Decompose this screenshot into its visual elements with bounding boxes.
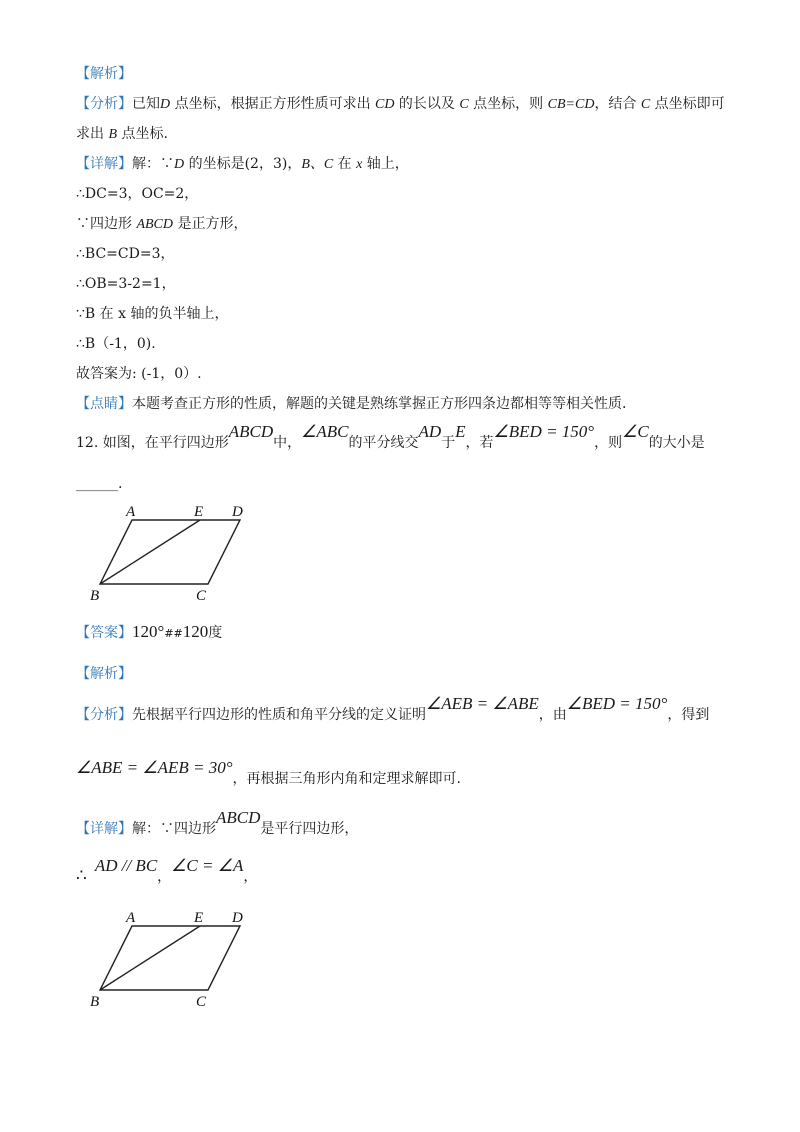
- var: D: [160, 97, 171, 112]
- parallelogram-shape-2: [100, 926, 240, 990]
- label-a: A: [126, 504, 136, 520]
- var: B: [108, 127, 118, 142]
- detail2-line-1: [76, 808, 359, 839]
- bisector-be: [100, 520, 200, 584]
- answer-blank: ______.: [76, 476, 123, 492]
- text: 求出: [76, 126, 109, 142]
- analysis2-line-1: [76, 694, 710, 725]
- text: 中，: [273, 435, 302, 451]
- text: 是平行四边形，: [260, 821, 359, 837]
- detail-line-6: ∵B 在 x 轴的负半轴上，: [76, 306, 229, 322]
- text: ，: [243, 869, 258, 885]
- detail-line-8: 故答案为: (-1，0）.: [76, 366, 202, 382]
- var: ABCD: [136, 217, 174, 232]
- var: CB=CD: [547, 97, 595, 112]
- analysis-line-1: [76, 94, 725, 115]
- therefore-symbol: ∴: [76, 866, 87, 886]
- label-e: E: [194, 504, 204, 520]
- parallelogram-figure-2: [80, 906, 270, 1010]
- detail-line-7: ∴B（-1，0).: [76, 336, 156, 352]
- unit: 度: [208, 625, 223, 641]
- text: 轴上，: [362, 156, 409, 172]
- label-a-2: A: [126, 910, 136, 926]
- text: 点坐标即可: [650, 96, 725, 112]
- var: C: [459, 97, 469, 112]
- answer-line: [76, 622, 222, 644]
- detail-line-1: [76, 154, 409, 175]
- label-c: C: [196, 588, 207, 604]
- math: AD: [418, 422, 442, 441]
- xiangjie-tag: 【详解】: [76, 156, 132, 172]
- fenxi-tag-2: 【分析】: [76, 707, 132, 723]
- detail2-line-2: [76, 856, 258, 887]
- math: ∠ABC: [301, 422, 349, 441]
- text: ∵四边形: [76, 216, 137, 232]
- math: E: [455, 422, 466, 441]
- answer-value-2: 120: [182, 622, 209, 641]
- text: 点坐标.: [117, 126, 168, 142]
- text: 已知: [132, 96, 160, 112]
- text: 先根据平行四边形的性质和角平分线的定义证明: [132, 707, 426, 723]
- text: ，由: [538, 707, 567, 723]
- var: C: [640, 97, 651, 112]
- analysis-line-2: [76, 124, 168, 145]
- xiangjie-tag-2: 【详解】: [76, 821, 132, 837]
- text: ，若: [465, 435, 494, 451]
- var: x: [356, 157, 363, 172]
- text: 12. 如图，在平行四边形: [76, 435, 229, 451]
- label-b: B: [90, 588, 100, 604]
- label-e-2: E: [194, 910, 204, 926]
- detail-line-5: ∴OB=3-2=1，: [76, 276, 176, 292]
- label-b-2: B: [90, 994, 100, 1010]
- fenxi-tag: 【分析】: [76, 96, 132, 112]
- text: 解：∵: [132, 156, 174, 172]
- text: 的坐标是(2，3)，: [184, 156, 302, 172]
- question-12: [76, 422, 705, 453]
- text: 在: [333, 156, 357, 172]
- label-d: D: [232, 504, 243, 520]
- var: CD: [375, 97, 395, 112]
- text: 解：∵四边形: [132, 821, 216, 837]
- detail-line-2: ∴DC=3，OC=2，: [76, 186, 199, 202]
- dianjing-tag: 【点睛】: [76, 396, 132, 412]
- text: 的长以及: [394, 96, 460, 112]
- dianjing-line: [76, 394, 626, 414]
- math: AD // BC: [94, 856, 158, 875]
- text: ，结合: [594, 96, 641, 112]
- text: 于: [441, 435, 456, 451]
- math: ∠BED = 150°: [493, 422, 595, 441]
- detail-line-3: [76, 214, 247, 235]
- analysis-tag-2: 【解析】: [76, 666, 132, 682]
- text: 点坐标，根据正方形性质可求出: [170, 96, 376, 112]
- detail-line-4: ∴BC=CD=3，: [76, 246, 175, 262]
- text: 的大小是: [648, 435, 705, 451]
- math: ABCD: [228, 422, 274, 441]
- math: ∠BED = 150°: [566, 694, 668, 713]
- bisector-be-2: [100, 926, 200, 990]
- analysis-tag: 【解析】: [76, 66, 132, 82]
- text: 点坐标，则: [468, 96, 548, 112]
- parallelogram-figure-1: [80, 500, 270, 604]
- parallelogram-shape: [100, 520, 240, 584]
- text: ，则: [594, 435, 623, 451]
- answer-value: 120°: [132, 622, 165, 641]
- analysis2-line-2: [76, 758, 461, 789]
- text: 本题考查正方形的性质，解题的关键是熟练掌握正方形四条边都相等等相关性质.: [132, 396, 627, 412]
- math: ∠AEB = ∠ABE: [426, 694, 539, 713]
- math: ∠ABE = ∠AEB = 30°: [76, 758, 233, 777]
- label-d-2: D: [232, 910, 243, 926]
- label-c-2: C: [196, 994, 207, 1010]
- text: ，: [157, 869, 172, 885]
- text: 的平分线交: [348, 435, 419, 451]
- separator: ##: [164, 627, 183, 640]
- text: ，得到: [667, 707, 710, 723]
- text: 是正方形，: [173, 216, 248, 232]
- math: ∠C = ∠A: [171, 856, 244, 875]
- math: ABCD: [216, 808, 261, 827]
- var: D: [174, 157, 185, 172]
- var: B、C: [301, 157, 334, 172]
- answer-tag: 【答案】: [76, 625, 132, 641]
- math: ∠C: [622, 422, 649, 441]
- text: ，再根据三角形内角和定理求解即可.: [232, 771, 461, 787]
